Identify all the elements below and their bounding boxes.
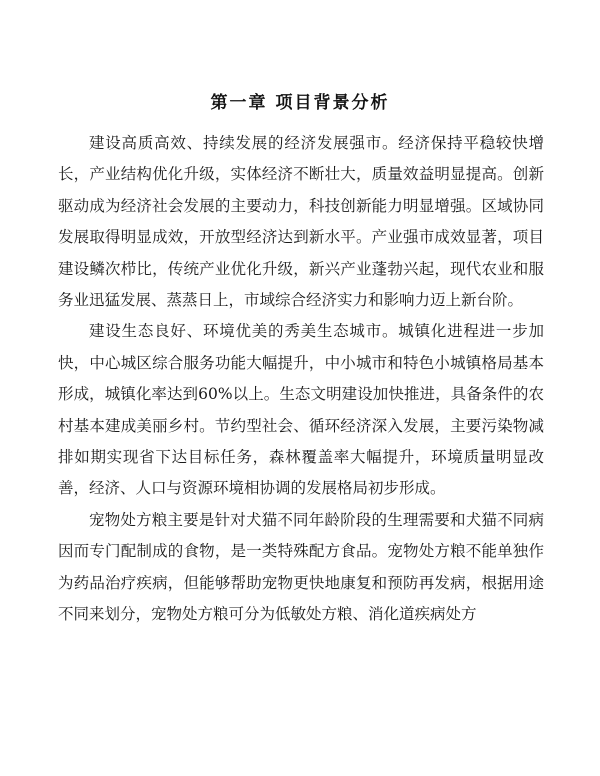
paragraph-economy: 建设高质高效、持续发展的经济发展强市。经济保持平稳较快增长，产业结构优化升级，实体经济不断壮大，质量效益明显提高。创新驱动成为经济社会发展的主要动力，科技创新能力明显增强。区域协同发展取得明显成效，开放型经济达到新水平。产业强市成效显著，项目建设鳞次栉比，传统产业优化升级，新兴产业蓬勃兴起，现代农业和服务业迅猛发展、蒸蒸日上，市域综合经济实力和影响力迈上新台阶。 bbox=[58, 134, 544, 310]
chapter-title: 第一章 项目背景分析 bbox=[210, 93, 390, 113]
body-text bbox=[58, 128, 544, 631]
paragraph-pet-food: 宠物处方粮主要是针对犬猫不同年龄阶段的生理需要和犬猫不同病因而专门配制成的食物，是一类特殊配方食品。宠物处方粮不能单独作为药品治疗疾病，但能够帮助宠物更快地康复和预防再发病，根据用途不同来划分，宠物处方粮可分为低敏处方粮、消化道疾病处方 bbox=[58, 510, 544, 624]
paragraph-ecology: 建设生态良好、环境优美的秀美生态城市。城镇化进程进一步加快，中心城区综合服务功能大幅提升，中小城市和特色小城镇格局基本形成，城镇化率达到60%以上。生态文明建设加快推进，具备条件的农村基本建成美丽乡村。节约型社会、循环经济深入发展，主要污染物减排如期实现省下达目标任务，森林覆盖率大幅提升，环境质量明显改善，经济、人口与资源环境相协调的发展格局初步形成。 bbox=[58, 322, 544, 498]
